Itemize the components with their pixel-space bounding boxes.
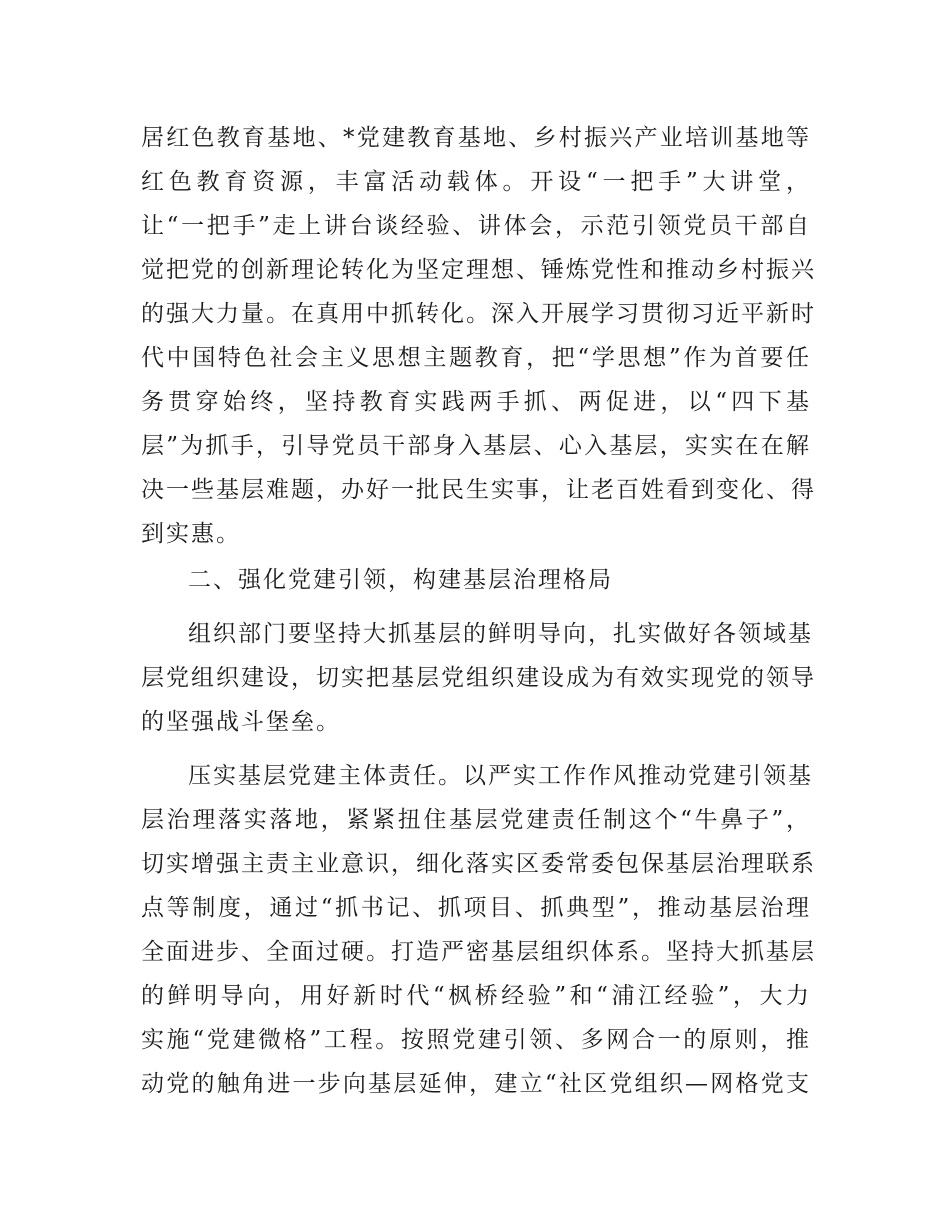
text-line: 居红色教育基地、*党建教育基地、乡村振兴产业培训基地等 bbox=[141, 125, 811, 151]
text-line: 觉把党的创新理论转化为坚定理想、锤炼党性和推动乡村振兴 bbox=[141, 257, 816, 283]
text-line: 的鲜明导向，用好新时代“枫桥经验”和“浦江经验”，大力 bbox=[141, 983, 811, 1009]
text-line: 全面进步、全面过硬。打造严密基层组织体系。坚持大抓基层 bbox=[141, 939, 816, 965]
text-line: 的坚强战斗堡垒。 bbox=[141, 709, 341, 735]
text-line: 实施“党建微格”工程。按照党建引领、多网合一的原则，推 bbox=[141, 1027, 811, 1053]
text-line: 压实基层党建主体责任。以严实工作作风推动党建引领基 bbox=[188, 763, 813, 789]
text-line: 务贯穿始终，坚持教育实践两手抓、两促进，以“四下基 bbox=[141, 389, 811, 415]
heading-line: 二、强化党建引领，构建基层治理格局 bbox=[188, 567, 613, 593]
text-line: 组织部门要坚持大抓基层的鲜明导向，扎实做好各领域基 bbox=[188, 621, 813, 647]
text-line: 动党的触角进一步向基层延伸，建立“社区党组织—网格党支 bbox=[141, 1071, 811, 1097]
text-line: 点等制度，通过“抓书记、抓项目、抓典型”，推动基层治理 bbox=[141, 895, 811, 921]
text-line: 决一些基层难题，办好一批民生实事，让老百姓看到变化、得 bbox=[141, 477, 816, 503]
text-line: 的强大力量。在真用中抓转化。深入开展学习贯彻习近平新时 bbox=[141, 301, 816, 327]
text-line: 层党组织建设，切实把基层党组织建设成为有效实现党的领导 bbox=[141, 665, 816, 691]
text-line: 到实惠。 bbox=[141, 521, 241, 547]
text-line: 层”为抓手，引导党员干部身入基层、心入基层，实实在在解 bbox=[141, 433, 811, 459]
text-line: 切实增强主责主业意识，细化落实区委常委包保基层治理联系 bbox=[141, 851, 816, 877]
text-line: 让“一把手”走上讲台谈经验、讲体会，示范引领党员干部自 bbox=[141, 213, 811, 239]
text-line: 层治理落实落地，紧紧扭住基层党建责任制这个“牛鼻子”， bbox=[141, 807, 811, 833]
text-line: 红色教育资源，丰富活动载体。开设“一把手”大讲堂， bbox=[141, 169, 811, 195]
text-line: 代中国特色社会主义思想主题教育，把“学思想”作为首要任 bbox=[141, 345, 811, 371]
